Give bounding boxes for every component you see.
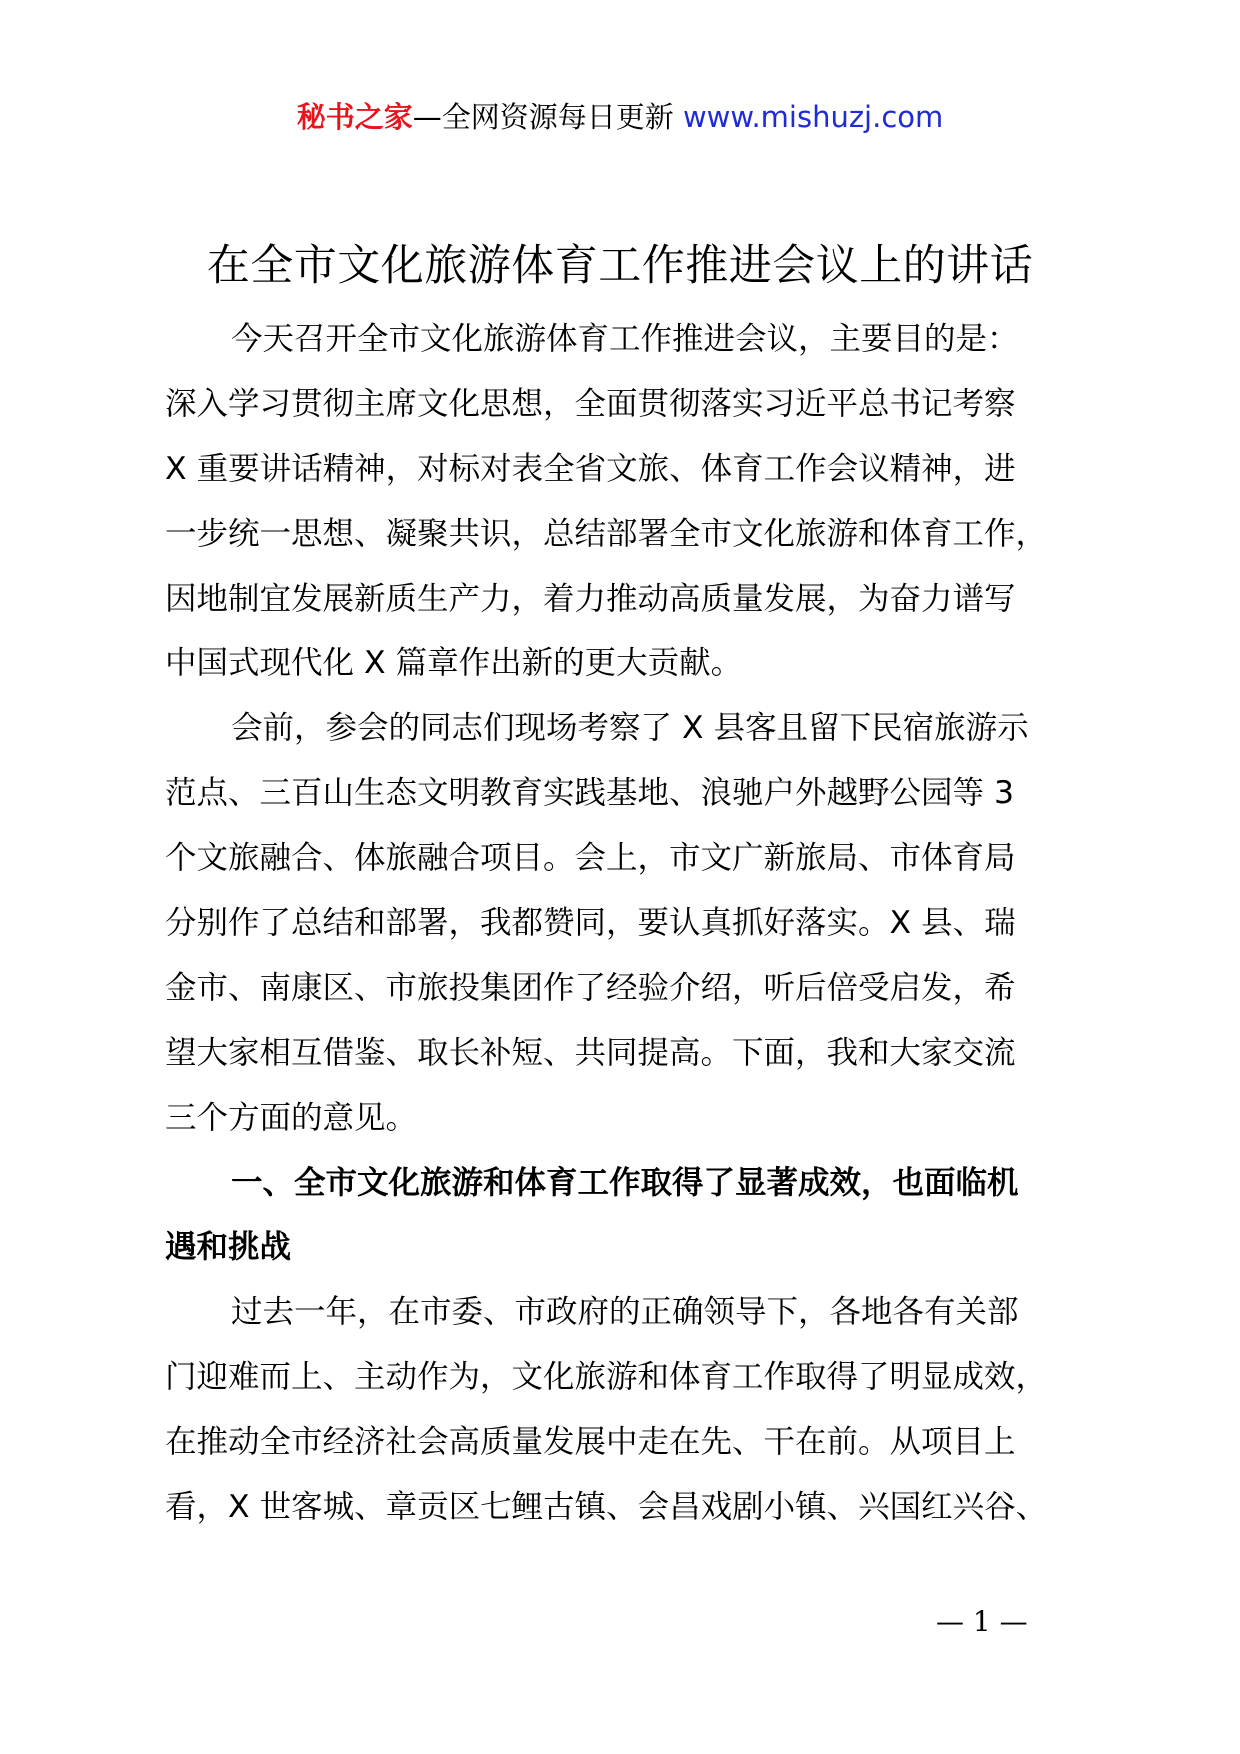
site-brand: 秘书之家 [296, 100, 413, 134]
site-tagline: —全网资源每日更新 [412, 100, 683, 134]
document-title: 在全市文化旅游体育工作推进会议上的讲话 [206, 241, 1034, 291]
site-header [0, 97, 1240, 137]
body-line: 门迎难而上、主动作为，文化旅游和体育工作取得了明显成效， [165, 1359, 1048, 1396]
section-heading-line: 一、全市文化旅游和体育工作取得了显著成效，也面临机 [231, 1164, 1019, 1201]
section-heading-line: 遇和挑战 [165, 1229, 292, 1266]
body-line: 金市、南康区、市旅投集团作了经验介绍，听后倍受启发，希 [165, 969, 1016, 1006]
body-line: 今天召开全市文化旅游体育工作推进会议，主要目的是： [231, 321, 1019, 357]
page-number: — 1 — [936, 1605, 1028, 1638]
document-body [165, 307, 1100, 1540]
body-line: 深入学习贯彻主席文化思想，全面贯彻落实习近平总书记考察 [165, 385, 1016, 422]
body-line: 在推动全市经济社会高质量发展中走在先、干在前。从项目上 [165, 1424, 1016, 1461]
body-line: 中国式现代化 X 篇章作出新的更大贡献。 [165, 645, 743, 682]
body-line: 看，X 世客城、章贡区七鲤古镇、会昌戏剧小镇、兴国红兴谷、 [165, 1489, 1048, 1526]
body-line: X 重要讲话精神，对标对表全省文旅、体育工作会议精神，进 [165, 450, 1016, 487]
body-line: 范点、三百山生态文明教育实践基地、浪驰户外越野公园等 3 [165, 775, 1015, 812]
body-line: 个文旅融合、体旅融合项目。会上，市文广新旅局、市体育局 [165, 840, 1016, 877]
body-line: 一步统一思想、凝聚共识，总结部署全市文化旅游和体育工作， [165, 515, 1048, 552]
body-line: 因地制宜发展新质生产力，着力推动高质量发展，为奋力谱写 [165, 580, 1016, 617]
body-line: 三个方面的意见。 [165, 1099, 418, 1136]
body-line: 分别作了总结和部署，我都赞同，要认真抓好落实。X 县、瑞 [165, 905, 1016, 942]
body-line: 会前，参会的同志们现场考察了 X 县客且留下民宿旅游示 [231, 710, 1029, 747]
site-url[interactable]: www.mishuzj.com [682, 100, 944, 134]
body-line: 过去一年，在市委、市政府的正确领导下，各地各有关部 [231, 1294, 1019, 1331]
body-line: 望大家相互借鉴、取长补短、共同提高。下面，我和大家交流 [165, 1034, 1016, 1071]
